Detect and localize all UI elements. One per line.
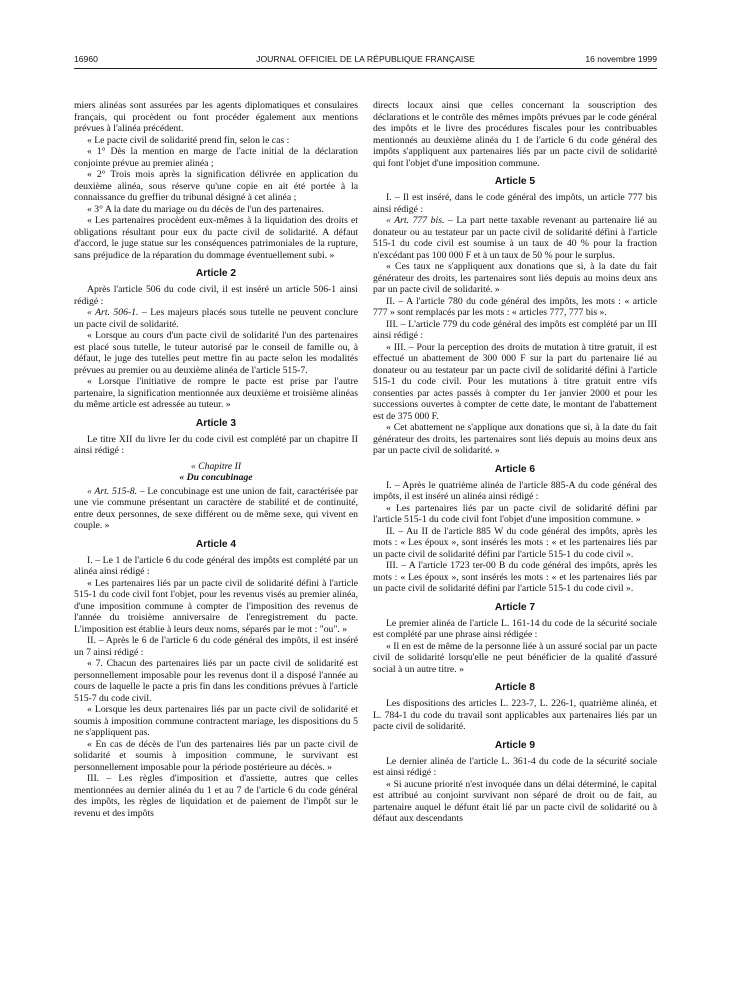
- paragraph: I. – Après le quatrième alinéa de l'article 885-A du code général des impôts, il est inséré un alinéa ainsi rédigé :: [373, 479, 657, 502]
- paragraph: III. – L'article 779 du code général des impôts est complété par un III ainsi rédigé :: [373, 318, 657, 341]
- paragraph: « Les partenaires procèdent eux-mêmes à la liquidation des droits et obligations résultant pour eux du pacte civil de solidarité. A défaut d'accord, le juge statue sur les conséquences patrimoniales de la rupture, sans préjudice de la réparation du dommage éventuellement subi. »: [74, 215, 358, 261]
- paragraph: I. – Il est inséré, dans le code général des impôts, un article 777 bis ainsi rédigé :: [373, 192, 657, 215]
- article-reference: « Art. 777 bis.: [386, 215, 445, 226]
- article-reference: « Art. 506-1.: [87, 307, 139, 318]
- paragraph: « Cet abattement ne s'applique aux donations que si, à la date du fait générateur des droits, les partenaires sont liés depuis au moins deux ans par un pacte civil de solidarité. »: [373, 422, 657, 456]
- paragraph: II. – Au II de l'article 885 W du code général des impôts, après les mots : « Les époux », sont insérés les mots : « et les partenaires liés par un pacte civil de solidarité défini par l'article 515-1 du code civil ».: [373, 525, 657, 560]
- paragraph: III. – A l'article 1723 ter-00 B du code général des impôts, après les mots : « Les époux », sont insérés les mots : « et les partenaires liés par un pacte civil de solidarité défini par l'article 515-1 du code civil ».: [373, 560, 657, 594]
- paragraph: Le dernier alinéa de l'article L. 361-4 du code de la sécurité sociale est ainsi rédigé :: [373, 755, 657, 778]
- paragraph: « 1° Dès la mention en marge de l'acte initial de la déclaration conjointe prévue au premier alinéa ;: [74, 146, 358, 169]
- paragraph: « Si aucune priorité n'est invoquée dans un délai déterminé, le capital est attribué au conjoint survivant non séparé de droit ou de fait, au partenaire auquel le défunt était lié par un pacte civil de solidarité ou à défaut aux descendants: [373, 778, 657, 824]
- paragraph: « Art. 515-8. – Le concubinage est une union de fait, caractérisée par une vie commune présentant un caractère de stabilité et de continuité, entre deux personnes, de sexe différent ou de même sexe, qui vivent en couple. »: [74, 485, 358, 531]
- chapter-label: « Chapitre II: [190, 460, 242, 472]
- article-heading: Article 3: [195, 417, 237, 429]
- paragraph: « Art. 777 bis. – La part nette taxable revenant au partenaire lié au donateur ou au testateur par un pacte civil de solidarité défini à l'article 515-1 du code civil est soumise à un taux de 40 % pour la fraction n'excédant pas 100 000 F et à un taux de 50 % pour le surplus.: [373, 215, 657, 261]
- paragraph: Après l'article 506 du code civil, il est inséré un article 506-1 ainsi rédigé :: [74, 284, 358, 307]
- article-heading: Article 9: [494, 739, 536, 751]
- paragraph: « Lorsque l'initiative de rompre le pacte est prise par l'autre partenaire, la signification mentionnée aux deuxième et troisième alinéas du même article est adressée au tuteur. »: [74, 376, 358, 410]
- paragraph: Le titre XII du livre Ier du code civil est complété par un chapitre II ainsi rédigé :: [74, 433, 358, 456]
- article-heading: Article 6: [494, 463, 536, 475]
- paragraph: directs locaux ainsi que celles concernant la souscription des déclarations et le contrôle des mêmes impôts prévues par le code général des impôts et le livre des procédures fiscales pour les contribuables mentionnés au deuxième alinéa du 1 de l'article 6 du code général des impôts s'appliquent aux partenaires liés par un pacte civil de solidarité qui font l'objet d'une imposition commune.: [373, 100, 657, 169]
- paragraph: « Lorsque au cours d'un pacte civil de solidarité l'un des partenaires est placé sous tutelle, le tuteur autorisé par le conseil de famille ou, à défaut, le juge des tutelles peut mettre fin au pacte selon les modalités prévues au premier ou au deuxième alinéa de l'article 515-7.: [74, 330, 358, 376]
- paragraph: « 2° Trois mois après la signification délivrée en application du deuxième alinéa, sous réserve qu'une copie en ait été portée à la connaissance du greffier du tribunal désigné à cet alinéa ;: [74, 169, 358, 203]
- paragraph: « Les partenaires liés par un pacte civil de solidarité défini par l'article 515-1 du code civil font l'objet d'une imposition commune. »: [373, 502, 657, 525]
- article-heading: Article 8: [494, 682, 536, 693]
- paragraph: « Il en est de même de la personne liée à un assuré social par un pacte civil de solidarité lorsqu'elle ne peut bénéficier de la qualité d'assuré social à un autre titre. »: [373, 640, 657, 675]
- paragraph: « Les partenaires liés par un pacte civil de solidarité défini à l'article 515-1 du code civil font l'objet, pour les revenus visés au premier alinéa, d'une imposition commune à compter de l'imposition des revenus de l'année du troisième anniversaire de l'enregistrement du pacte. L'imposition est établie à leurs deux noms, séparés par le mot : "ou". »: [74, 577, 358, 635]
- page-number: 16960: [74, 54, 98, 64]
- left-column: [74, 100, 358, 819]
- paragraph: « 7. Chacun des partenaires liés par un pacte civil de solidarité est personnellement imposable pour les revenus dont il a disposé l'année au cours de laquelle le pacte a pris fin dans les conditions prévues à l'article 515-7 du code civil.: [74, 658, 358, 704]
- paragraph: « Ces taux ne s'appliquent aux donations que si, à la date du fait générateur des droits, les partenaires sont liés depuis au moins deux ans par un pacte civil de solidarité. »: [373, 261, 657, 295]
- paragraph: miers alinéas sont assurées par les agents diplomatiques et consulaires français, qui procèdent ou font procéder également aux mentions prévues à l'alinéa précédent.: [74, 100, 358, 134]
- paragraph: II. – A l'article 780 du code général des impôts, les mots : « article 777 » sont remplacés par les mots : « articles 777, 777 bis ».: [373, 295, 657, 318]
- paragraph: « Le pacte civil de solidarité prend fin, selon le cas :: [87, 134, 290, 146]
- right-column: [373, 100, 657, 825]
- article-heading: Article 7: [494, 601, 536, 613]
- article-heading: Article 4: [195, 538, 237, 550]
- paragraph: « En cas de décès de l'un des partenaires liés par un pacte civil de solidarité et soumis à imposition commune, le survivant est personnellement imposable pour la période postérieure au décès. »: [74, 738, 358, 773]
- paragraph: II. – Après le 6 de l'article 6 du code général des impôts, il est inséré un 7 ainsi rédigé :: [74, 635, 358, 658]
- issue-date: 16 novembre 1999: [585, 54, 657, 64]
- paragraph: III. – Les règles d'imposition et d'assiette, autres que celles mentionnées au dernier alinéa du 1 et au 7 de l'article 6 du code général des impôts, les règles de liquidation et de paiement de l'impôt sur le revenu et des impôts: [74, 773, 358, 819]
- chapter-title: « Du concubinage: [179, 472, 253, 483]
- article-heading: Article 5: [494, 176, 536, 187]
- paragraph: « Lorsque les deux partenaires liés par un pacte civil de solidarité et soumis à imposition commune contractent mariage, les dispositions du 5 ne s'appliquent pas.: [74, 704, 358, 738]
- header-rule: [74, 68, 657, 69]
- article-reference: « Art. 515-8.: [87, 485, 138, 497]
- paragraph: « 3° A la date du mariage ou du décès de l'un des partenaires.: [87, 203, 324, 215]
- journal-title: JOURNAL OFFICIEL DE LA RÉPUBLIQUE FRANÇAISE: [256, 54, 475, 64]
- paragraph: « III. – Pour la perception des droits de mutation à titre gratuit, il est effectué un abattement de 300 000 F sur la part du partenaire lié au donateur ou au testateur par un pacte civil de solidarité défini à l'article 515-1 du code civil. Pour les mutations à titre gratuit entre vifs consenties par actes passés à compter du 1er janvier 2000 et pour les successions ouvertes à compter de cette date, le montant de l'abattement est de 375 000 F.: [373, 341, 657, 422]
- article-heading: Article 2: [195, 268, 237, 279]
- paragraph: Le premier alinéa de l'article L. 161-14 du code de la sécurité sociale est complété par une phrase ainsi rédigée :: [373, 617, 657, 640]
- page-header: [74, 54, 657, 68]
- paragraph: I. – Le 1 de l'article 6 du code général des impôts est complété par un alinéa ainsi rédigé :: [74, 554, 358, 577]
- paragraph: « Art. 506-1. – Les majeurs placés sous tutelle ne peuvent conclure un pacte civil de solidarité.: [74, 307, 359, 330]
- paragraph: Les dispositions des articles L. 223-7, L. 226-1, quatrième alinéa, et L. 784-1 du code du travail sont applicables aux partenaires liés par un pacte civil de solidarité.: [373, 698, 657, 732]
